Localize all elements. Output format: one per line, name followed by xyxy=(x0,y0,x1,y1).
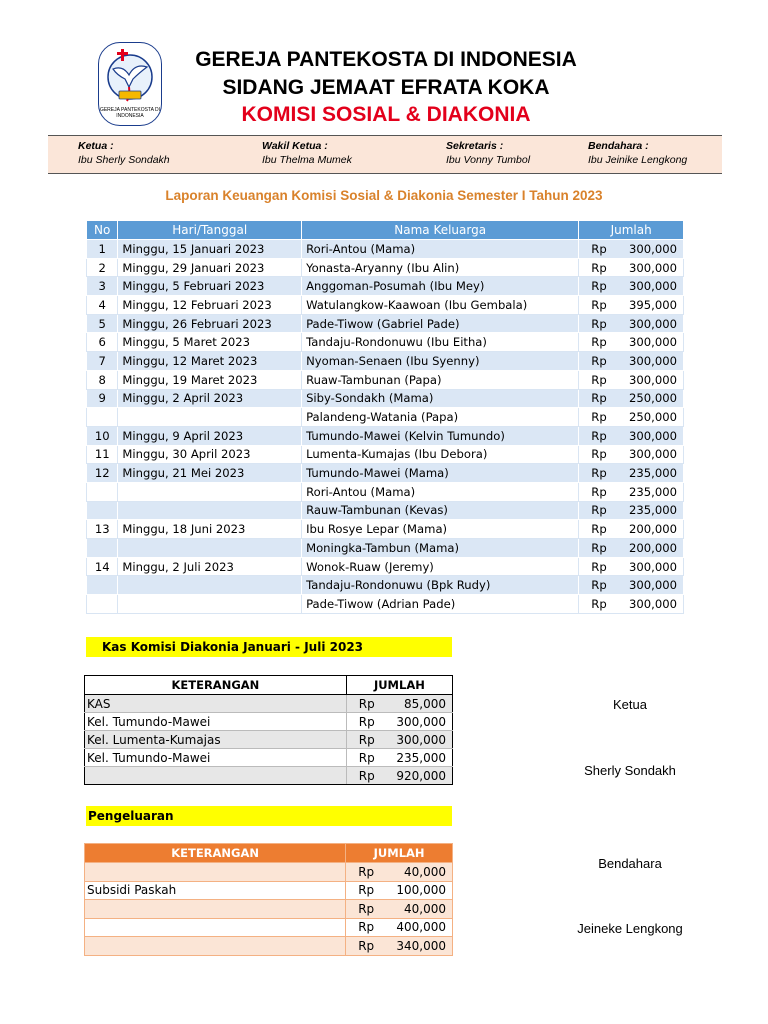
row-family-name: Yonasta-Aryanny (Ibu Alin) xyxy=(302,258,579,277)
row-family-name: Pade-Tiwow (Gabriel Pade) xyxy=(302,314,579,333)
currency-label: Rp xyxy=(358,732,375,747)
row-date xyxy=(118,501,302,520)
amount-cell xyxy=(579,576,684,595)
officers-band xyxy=(48,135,722,174)
amount-cell xyxy=(579,482,684,501)
col-header-amount: Jumlah xyxy=(579,221,684,240)
amount-cell xyxy=(579,314,684,333)
row-keterangan xyxy=(85,900,346,919)
row-number xyxy=(87,576,118,595)
row-family-name: Siby-Sondakh (Mama) xyxy=(302,389,579,408)
currency-label: Rp xyxy=(358,901,375,916)
row-family-name: Rori-Antou (Mama) xyxy=(302,482,579,501)
currency-label: Rp xyxy=(591,596,607,611)
amount-cell xyxy=(346,881,453,900)
amount-value: 300,000 xyxy=(629,241,677,256)
row-date xyxy=(118,595,302,614)
amount-cell xyxy=(346,695,452,713)
officer-sekretaris xyxy=(446,139,530,167)
amount-value: 300,000 xyxy=(629,335,677,350)
amount-cell xyxy=(579,520,684,539)
row-family-name: Ibu Rosye Lepar (Mama) xyxy=(302,520,579,539)
row-family-name: Lumenta-Kumajas (Ibu Debora) xyxy=(302,445,579,464)
row-family-name: Rori-Antou (Mama) xyxy=(302,240,579,259)
amount-value: 40,000 xyxy=(404,864,446,879)
amount-value: 300,000 xyxy=(629,279,677,294)
amount-cell xyxy=(579,539,684,558)
row-family-name: Tandaju-Rondonuwu (Ibu Eitha) xyxy=(302,333,579,352)
currency-label: Rp xyxy=(358,696,375,711)
officer-role: Ketua : xyxy=(78,140,114,152)
amount-value: 400,000 xyxy=(396,920,446,935)
amount-value: 395,000 xyxy=(629,297,677,312)
signature-bendahara-name: Jeineke Lengkong xyxy=(577,921,683,936)
row-family-name: Anggoman-Posumah (Ibu Mey) xyxy=(302,277,579,296)
table-row xyxy=(87,370,684,389)
currency-label: Rp xyxy=(591,447,607,462)
currency-label: Rp xyxy=(591,260,607,275)
table-row xyxy=(87,539,684,558)
org-name: GEREJA PANTEKOSTA DI INDONESIA xyxy=(195,48,577,71)
kas-banner: Kas Komisi Diakonia Januari - Juli 2023 xyxy=(86,637,452,657)
officer-bendahara xyxy=(588,139,687,167)
currency-label: Rp xyxy=(591,353,607,368)
table-row xyxy=(87,296,684,315)
amount-cell xyxy=(579,595,684,614)
row-number: 2 xyxy=(87,258,118,277)
table-row xyxy=(85,749,453,767)
amount-cell xyxy=(579,408,684,427)
currency-label: Rp xyxy=(591,559,607,574)
amount-value: 300,000 xyxy=(629,578,677,593)
currency-label: Rp xyxy=(358,750,375,765)
amount-cell xyxy=(579,370,684,389)
row-keterangan: Kel. Tumundo-Mawei xyxy=(85,749,347,767)
col-header-date: Hari/Tanggal xyxy=(118,221,302,240)
currency-label: Rp xyxy=(591,372,607,387)
row-date: Minggu, 12 Februari 2023 xyxy=(118,296,302,315)
row-keterangan: KAS xyxy=(85,695,347,713)
row-number: 9 xyxy=(87,389,118,408)
row-number: 14 xyxy=(87,557,118,576)
table-row xyxy=(87,520,684,539)
row-family-name: Pade-Tiwow (Adrian Pade) xyxy=(302,595,579,614)
amount-cell xyxy=(346,918,453,937)
table-row xyxy=(85,863,453,882)
currency-label: Rp xyxy=(591,578,607,593)
row-number: 10 xyxy=(87,426,118,445)
row-date: Minggu, 29 Januari 2023 xyxy=(118,258,302,277)
row-number xyxy=(87,408,118,427)
table-row xyxy=(87,389,684,408)
signature-bendahara-role: Bendahara xyxy=(598,856,662,871)
table-row xyxy=(87,277,684,296)
table-row xyxy=(87,557,684,576)
row-date xyxy=(118,408,302,427)
row-family-name: Tandaju-Rondonuwu (Bpk Rudy) xyxy=(302,576,579,595)
amount-value: 920,000 xyxy=(396,768,446,783)
officer-name: Ibu Jeinike Lengkong xyxy=(588,154,688,166)
donation-table xyxy=(86,220,684,614)
officer-role: Bendahara : xyxy=(588,140,649,152)
currency-label: Rp xyxy=(358,714,375,729)
row-date: Minggu, 12 Maret 2023 xyxy=(118,352,302,371)
currency-label: Rp xyxy=(591,335,607,350)
amount-value: 235,000 xyxy=(396,750,446,765)
row-date: Minggu, 18 Juni 2023 xyxy=(118,520,302,539)
row-number: 7 xyxy=(87,352,118,371)
table-row xyxy=(87,595,684,614)
amount-value: 300,000 xyxy=(629,447,677,462)
table-row xyxy=(87,482,684,501)
col-header-no: No xyxy=(87,221,118,240)
pengeluaran-table-body xyxy=(85,863,453,956)
row-number: 3 xyxy=(87,277,118,296)
col-header-keterangan: KETERANGAN xyxy=(85,676,347,695)
table-row xyxy=(87,501,684,520)
currency-label: Rp xyxy=(591,279,607,294)
col-header-family: Nama Keluarga xyxy=(302,221,579,240)
kas-table-body xyxy=(85,695,453,785)
row-keterangan xyxy=(85,863,346,882)
amount-cell xyxy=(579,333,684,352)
amount-cell xyxy=(346,937,453,956)
amount-value: 340,000 xyxy=(396,938,446,953)
kas-table xyxy=(84,675,453,785)
pengeluaran-table xyxy=(84,843,453,956)
currency-label: Rp xyxy=(358,938,375,953)
amount-cell xyxy=(579,426,684,445)
table-row xyxy=(87,464,684,483)
amount-cell xyxy=(346,863,453,882)
amount-value: 300,000 xyxy=(629,316,677,331)
table-row xyxy=(85,731,453,749)
amount-cell xyxy=(579,277,684,296)
table-row xyxy=(87,426,684,445)
amount-cell xyxy=(579,389,684,408)
currency-label: Rp xyxy=(591,391,607,406)
currency-label: Rp xyxy=(591,428,607,443)
amount-value: 300,000 xyxy=(629,559,677,574)
currency-label: Rp xyxy=(591,297,607,312)
table-row xyxy=(85,900,453,919)
row-keterangan xyxy=(85,918,346,937)
amount-value: 300,000 xyxy=(629,353,677,368)
amount-cell xyxy=(346,713,452,731)
row-date: Minggu, 15 Januari 2023 xyxy=(118,240,302,259)
officer-ketua xyxy=(78,139,170,167)
currency-label: Rp xyxy=(358,768,375,783)
amount-value: 300,000 xyxy=(629,260,677,275)
currency-label: Rp xyxy=(358,883,375,898)
currency-label: Rp xyxy=(358,864,375,879)
row-family-name: Tumundo-Mawei (Kelvin Tumundo) xyxy=(302,426,579,445)
amount-value: 300,000 xyxy=(629,596,677,611)
amount-value: 300,000 xyxy=(629,428,677,443)
row-number: 5 xyxy=(87,314,118,333)
table-row xyxy=(87,240,684,259)
row-number: 12 xyxy=(87,464,118,483)
currency-label: Rp xyxy=(591,540,607,555)
row-number: 11 xyxy=(87,445,118,464)
row-family-name: Rauw-Tambunan (Kevas) xyxy=(302,501,579,520)
officer-name: Ibu Vonny Tumbol xyxy=(446,154,531,166)
report-title: Laporan Keuangan Komisi Sosial & Diakonia Semester I Tahun 2023 xyxy=(165,188,603,203)
officer-name: Ibu Sherly Sondakh xyxy=(78,154,170,166)
col-header-keterangan: KETERANGAN xyxy=(85,844,346,863)
currency-label: Rp xyxy=(591,466,607,481)
amount-cell xyxy=(579,445,684,464)
row-family-name: Watulangkow-Kaawoan (Ibu Gembala) xyxy=(302,296,579,315)
officer-role: Wakil Ketua : xyxy=(262,140,328,152)
officer-name: Ibu Thelma Mumek xyxy=(262,154,352,166)
row-date: Minggu, 21 Mei 2023 xyxy=(118,464,302,483)
table-row xyxy=(87,352,684,371)
row-number xyxy=(87,482,118,501)
row-family-name: Wonok-Ruaw (Jeremy) xyxy=(302,557,579,576)
table-row xyxy=(85,767,453,785)
row-keterangan: Kel. Tumundo-Mawei xyxy=(85,713,347,731)
logo-caption: GEREJA PANTEKOSTA DI INDONESIA xyxy=(99,107,161,119)
row-family-name: Tumundo-Mawei (Mama) xyxy=(302,464,579,483)
amount-value: 300,000 xyxy=(396,732,446,747)
row-date xyxy=(118,482,302,501)
row-number xyxy=(87,595,118,614)
table-row xyxy=(85,713,453,731)
amount-cell xyxy=(346,900,453,919)
currency-label: Rp xyxy=(591,522,607,537)
row-date: Minggu, 5 Februari 2023 xyxy=(118,277,302,296)
congregation-name: SIDANG JEMAAT EFRATA KOKA xyxy=(222,76,550,99)
donation-table-body xyxy=(87,240,684,614)
row-keterangan xyxy=(85,937,346,956)
amount-cell xyxy=(346,749,452,767)
table-row xyxy=(85,937,453,956)
row-number: 13 xyxy=(87,520,118,539)
table-row xyxy=(87,333,684,352)
row-date: Minggu, 26 Februari 2023 xyxy=(118,314,302,333)
amount-value: 100,000 xyxy=(396,883,446,898)
row-number xyxy=(87,539,118,558)
table-row xyxy=(87,408,684,427)
row-date: Minggu, 2 April 2023 xyxy=(118,389,302,408)
amount-value: 300,000 xyxy=(396,714,446,729)
table-header-row xyxy=(87,221,684,240)
row-keterangan: Subsidi Paskah xyxy=(85,881,346,900)
row-date: Minggu, 30 April 2023 xyxy=(118,445,302,464)
currency-label: Rp xyxy=(591,241,607,256)
table-header-row xyxy=(85,844,453,863)
row-number: 4 xyxy=(87,296,118,315)
church-logo xyxy=(98,42,162,126)
col-header-jumlah: JUMLAH xyxy=(346,676,452,695)
row-number: 8 xyxy=(87,370,118,389)
amount-value: 235,000 xyxy=(629,484,677,499)
row-date xyxy=(118,576,302,595)
pengeluaran-banner: Pengeluaran xyxy=(86,806,452,826)
amount-value: 85,000 xyxy=(404,696,446,711)
currency-label: Rp xyxy=(591,410,607,425)
officer-wakil-ketua xyxy=(262,139,352,167)
row-date: Minggu, 2 Juli 2023 xyxy=(118,557,302,576)
row-number: 6 xyxy=(87,333,118,352)
currency-label: Rp xyxy=(591,484,607,499)
row-family-name: Ruaw-Tambunan (Papa) xyxy=(302,370,579,389)
amount-cell xyxy=(579,464,684,483)
currency-label: Rp xyxy=(358,920,375,935)
currency-label: Rp xyxy=(591,316,607,331)
amount-cell xyxy=(579,352,684,371)
row-family-name: Palandeng-Watania (Papa) xyxy=(302,408,579,427)
dove-icon xyxy=(99,43,161,113)
row-number: 1 xyxy=(87,240,118,259)
amount-cell xyxy=(346,731,452,749)
row-family-name: Nyoman-Senaen (Ibu Syenny) xyxy=(302,352,579,371)
amount-value: 40,000 xyxy=(404,901,446,916)
table-row xyxy=(87,258,684,277)
officer-role: Sekretaris : xyxy=(446,140,504,152)
col-header-jumlah: JUMLAH xyxy=(346,844,453,863)
amount-cell xyxy=(579,296,684,315)
row-date: Minggu, 5 Maret 2023 xyxy=(118,333,302,352)
row-date xyxy=(118,539,302,558)
table-row xyxy=(85,695,453,713)
amount-value: 250,000 xyxy=(629,391,677,406)
table-row xyxy=(85,918,453,937)
commission-name: KOMISI SOSIAL & DIAKONIA xyxy=(241,103,531,126)
row-keterangan: Kel. Lumenta-Kumajas xyxy=(85,731,347,749)
table-row xyxy=(87,576,684,595)
amount-cell xyxy=(579,557,684,576)
signature-ketua-role: Ketua xyxy=(613,697,647,712)
amount-cell xyxy=(346,767,452,785)
amount-cell xyxy=(579,501,684,520)
table-row xyxy=(87,314,684,333)
signature-ketua-name: Sherly Sondakh xyxy=(584,763,676,778)
amount-cell xyxy=(579,258,684,277)
amount-value: 300,000 xyxy=(629,372,677,387)
row-family-name: Moningka-Tambun (Mama) xyxy=(302,539,579,558)
row-date: Minggu, 9 April 2023 xyxy=(118,426,302,445)
amount-value: 235,000 xyxy=(629,466,677,481)
amount-value: 200,000 xyxy=(629,540,677,555)
row-date: Minggu, 19 Maret 2023 xyxy=(118,370,302,389)
table-row xyxy=(85,881,453,900)
table-header-row xyxy=(85,676,453,695)
row-keterangan xyxy=(85,767,347,785)
row-number xyxy=(87,501,118,520)
currency-label: Rp xyxy=(591,503,607,518)
amount-cell xyxy=(579,240,684,259)
amount-value: 200,000 xyxy=(629,522,677,537)
amount-value: 250,000 xyxy=(629,410,677,425)
table-row xyxy=(87,445,684,464)
amount-value: 235,000 xyxy=(629,503,677,518)
